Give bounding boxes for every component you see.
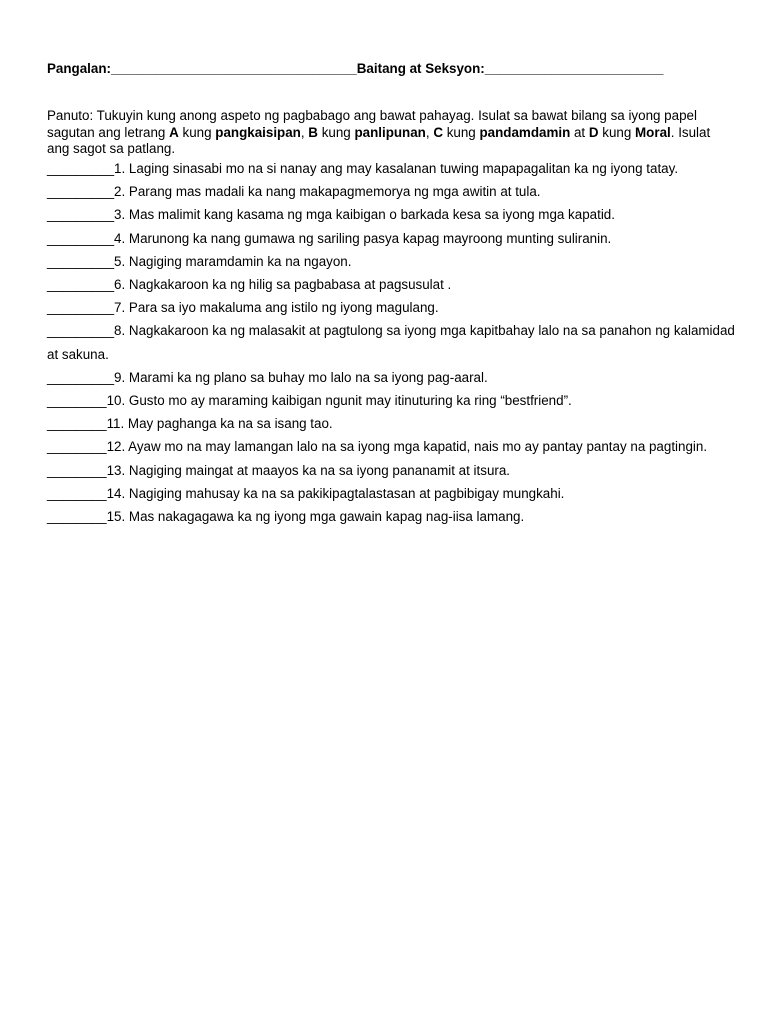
question-text: 3. Mas malimit kang kasama ng mga kaibigan o barkada kesa sa iyong mga kapatid. [114,207,615,223]
question-item [47,273,737,296]
instructions-text: Panuto: Tukuyin kung anong aspeto ng pagbabago ang bawat pahayag. Isulat sa bawat bilang sa iyong papel sagutan ang letrang [47,108,697,140]
question-list [47,157,737,528]
answer-blank: ________ [47,393,107,409]
question-text: 2. Parang mas madali ka nang makapagmemorya ng mga awitin at tula. [114,184,541,200]
section-label: Baitang at Seksyon: [356,61,485,76]
question-item [47,482,737,505]
answer-blank: ________ [47,416,107,432]
letter-a: A [169,124,179,140]
question-item [47,227,737,250]
letter-b: B [308,124,318,140]
question-text: 8. Nagkakaroon ka ng malasakit at pagtulong sa iyong mga kapitbahay lalo na sa panahon ng kalamidad at sakuna. [47,323,735,362]
question-text: 4. Marunong ka nang gumawa ng sariling pasya kapag mayroong munting suliranin. [114,230,612,246]
instructions-at: at [570,124,589,140]
question-item [47,505,737,528]
question-text: 1. Laging sinasabi mo na si nanay ang may kasalanan tuwing mapapagalitan ka ng iyong tatay. [114,161,679,176]
answer-blank: _________ [47,230,115,246]
question-item [47,459,737,482]
instructions-text-end: . Isulat ang sagot sa patlang. [47,124,711,156]
question-text: 14. Nagiging mahusay ka na sa pakikipagtalastasan at pagbibigay mungkahi. [106,485,565,501]
aspect-moral: Moral [635,124,671,140]
instructions-kung: kung [443,124,480,140]
aspect-panlipunan: panlipunan [354,124,426,140]
question-item [47,180,737,203]
question-text: 12. Ayaw mo na may lamangan lalo na sa iyong mga kapatid, nais mo ay pantay pantay na pagtingin. [106,439,708,455]
aspect-pangkaisipan: pangkaisipan [215,124,301,140]
instructions-kung: kung [317,124,355,140]
answer-blank: _________ [47,207,115,223]
answer-blank: _________ [47,253,115,269]
answer-blank: _________ [47,323,115,339]
answer-blank: _________ [47,277,115,293]
question-text: 11. May paghanga ka na sa isang tao. [106,416,333,432]
name-label: Pangalan: [47,61,111,76]
question-item [47,435,737,458]
worksheet-header [47,61,664,76]
question-text: 15. Mas nakagagawa ka ng iyong mga gawain kapag nag-iisa lamang. [106,509,525,525]
question-item [47,157,737,180]
answer-blank: ________ [47,485,107,501]
question-item [47,389,737,412]
question-text: 13. Nagiging maingat at maayos ka na sa iyong pananamit at itsura. [106,462,511,478]
question-text: 6. Nagkakaroon ka ng hilig sa pagbabasa at pagsusulat . [114,277,452,293]
answer-blank: ________ [47,462,107,478]
instructions-separator: , [300,124,309,140]
question-item [47,203,737,226]
question-item [47,296,737,319]
question-item [47,412,737,435]
answer-blank: _________ [47,161,115,176]
aspect-pandamdamin: pandamdamin [479,124,571,140]
instructions-paragraph [47,108,727,158]
question-text: 10. Gusto mo ay maraming kaibigan ngunit may itinuturing ka ring “bestfriend”. [106,393,572,409]
question-text: 5. Nagiging maramdamin ka na ngayon. [114,253,352,269]
question-text: 7. Para sa iyo makaluma ang istilo ng iyong magulang. [114,300,439,316]
instructions-separator: , [425,124,434,140]
question-item [47,250,737,273]
answer-blank: _________ [47,369,115,385]
answer-blank: _________ [47,300,115,316]
instructions-kung: kung [598,124,636,140]
answer-blank: ________ [47,509,107,525]
answer-blank: ________ [47,439,107,455]
answer-blank: _________ [47,184,115,200]
name-blank: _________________________________ [111,61,357,76]
instructions-kung: kung [178,124,216,140]
letter-d: D [588,124,599,140]
letter-c: C [433,124,443,140]
section-blank: ________________________ [484,61,664,76]
question-text: 9. Marami ka ng plano sa buhay mo lalo na sa iyong pag-aaral. [114,369,488,385]
question-item [47,366,737,389]
question-item [47,319,737,365]
